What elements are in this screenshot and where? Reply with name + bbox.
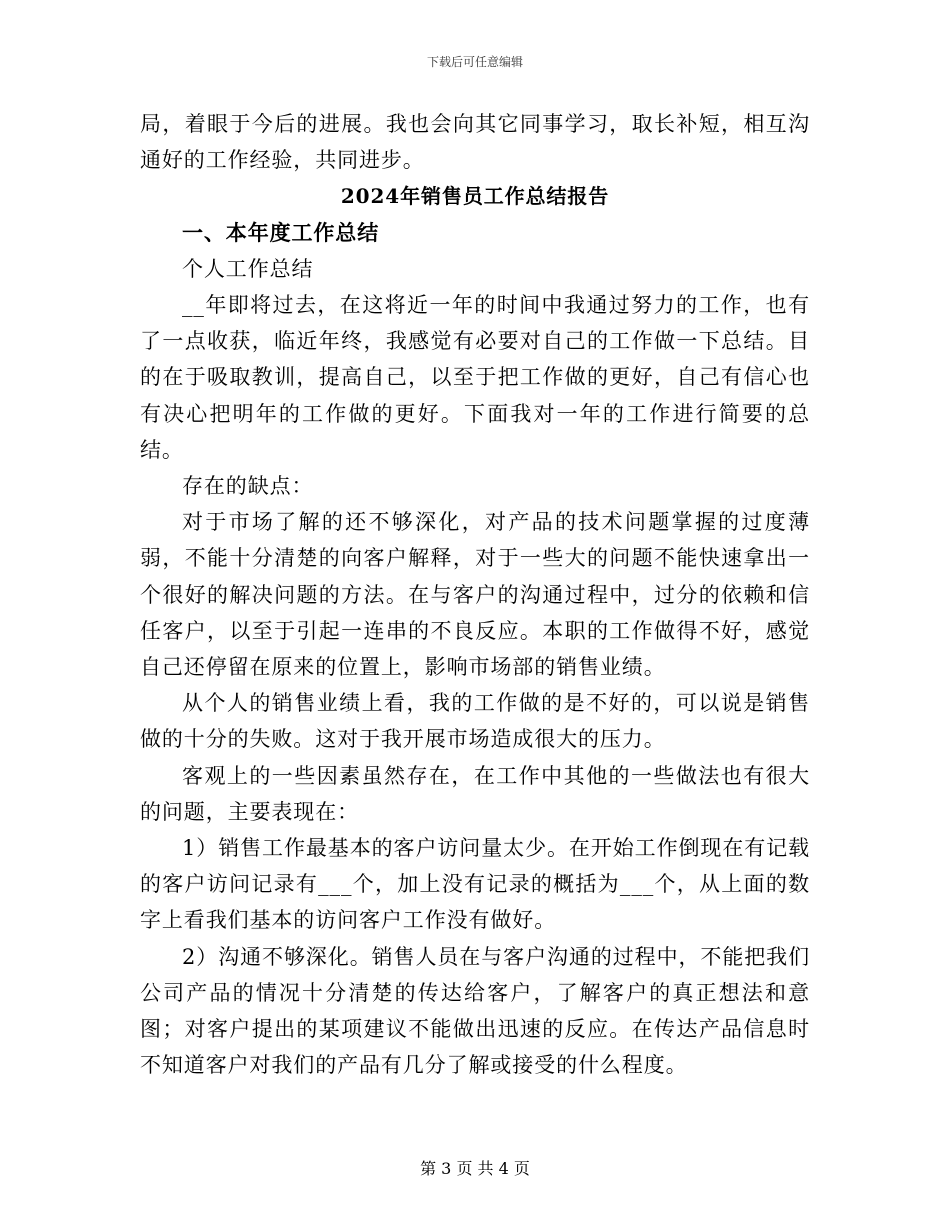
market-paragraph: 对于市场了解的还不够深化，对产品的技术问题掌握的过度薄弱，不能十分清楚的向客户解释，对于一些大的问题不能快速拿出一个很好的解决问题的方法。在与客户的沟通过程中，过分的依赖和信任客户，以至于引起一连串的不良反应。本职的工作做得不好，感觉自己还停留在原来的位置上，影响市场部的销售业绩。 (140, 510, 810, 680)
header-note: 下载后可任意编辑 (426, 55, 523, 69)
continuation-paragraph: 局，着眼于今后的进展。我也会向其它同事学习，取长补短，相互沟通好的工作经验，共同进步。 (140, 112, 810, 173)
personal-performance-paragraph: 从个人的销售业绩上看，我的工作做的是不好的，可以说是销售做的十分的失败。这对于我开展市场造成很大的压力。 (140, 691, 810, 752)
document-title: 2024年销售员工作总结报告 (340, 184, 610, 209)
document-body (140, 106, 810, 1083)
list-item-1: 1）销售工作最基本的客户访问量太少。在开始工作倒现在有记载的客户访问记录有___个，加上没有记录的概括为___个，从上面的数字上看我们基本的访问客户工作没有做好。 (140, 836, 810, 933)
list-item-2: 2）沟通不够深化。销售人员在与客户沟通的过程中，不能把我们公司产品的情况十分清楚的传达给客户，了解客户的真正想法和意图；对客户提出的某项建议不能做出迅速的反应。在传达产品信息时不知道客户对我们的产品有几分了解或接受的什么程度。 (140, 944, 810, 1078)
page-number: 第 3 页 共 4 页 (420, 1159, 530, 1178)
objective-factors-paragraph: 客观上的一些因素虽然存在，在工作中其他的一些做法也有很大的问题，主要表现在： (140, 763, 810, 824)
intro-paragraph: __年即将过去，在这将近一年的时间中我通过努力的工作，也有了一点收获，临近年终，我感觉有必要对自己的工作做一下总结。目的在于吸取教训，提高自己，以至于把工作做的更好，自己有信心也有决心把明年的工作做的更好。下面我对一年的工作进行简要的总结。 (140, 293, 810, 462)
shortcomings-label: 存在的缺点： (182, 474, 314, 499)
sub-heading: 个人工作总结 (182, 256, 314, 281)
section-heading: 一、本年度工作总结 (182, 219, 380, 245)
